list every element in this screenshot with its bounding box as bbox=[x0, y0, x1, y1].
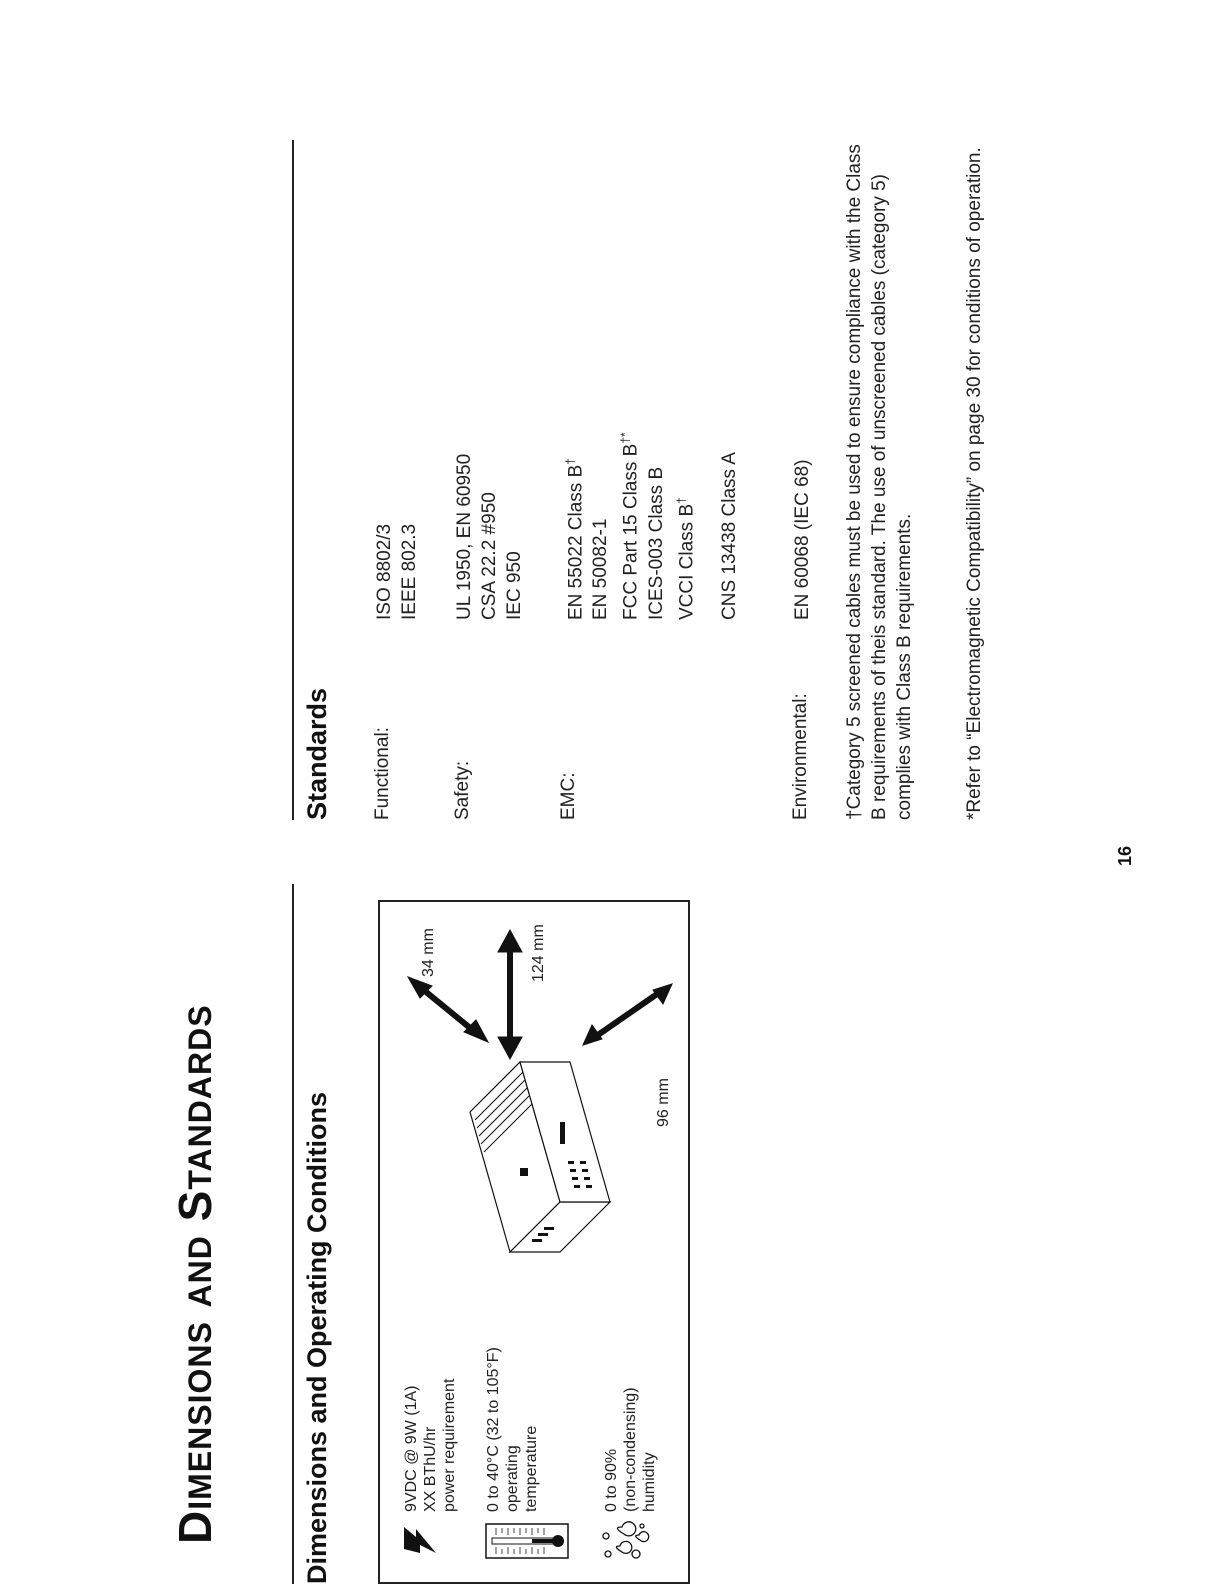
temperature-spec: 0 to 40°C (32 to 105°F) operating temperature bbox=[485, 1347, 540, 1512]
height-label: 124 mm bbox=[530, 924, 547, 982]
dimensions-box bbox=[378, 900, 690, 1584]
thermometer-icon bbox=[482, 1520, 572, 1562]
functional-values: ISO 8802/3 IEEE 802.3 bbox=[374, 523, 420, 620]
page-number: 16 bbox=[1115, 845, 1135, 866]
humidity-spec: 0 to 90% (non-condensing) humidity bbox=[603, 1387, 658, 1512]
environmental-values: EN 60068 (IEC 68) bbox=[792, 459, 813, 620]
functional-label: Functional: bbox=[372, 727, 393, 820]
width-label: 96 mm bbox=[655, 1078, 672, 1127]
lightning-bolt-icon bbox=[402, 1523, 438, 1557]
emc-values: EN 55022 Class B† EN 50082-1 FCC Part 15 Class B†* ICES-003 Class B VCCI Class B† CNS 13438 Class A bbox=[563, 432, 740, 620]
emc-label: EMC: bbox=[558, 772, 579, 820]
depth-label: 34 mm bbox=[420, 928, 437, 977]
dimensions-heading: Dimensions and Operating Conditions bbox=[302, 1091, 332, 1584]
safety-values: UL 1950, EN 60950 CSA 22.2 #950 IEC 950 bbox=[454, 453, 525, 620]
section-rule-dimensions bbox=[292, 884, 294, 1584]
dagger-footnote: †Category 5 screened cables must be used to ensure compliance with the Class B requirements of theis standard. The use of unscreened cables (category 5) complies with Class B requirements. bbox=[844, 144, 915, 820]
standards-heading: Standards bbox=[302, 687, 332, 820]
star-footnote: *Refer to “Electromagnetic Compatibility” on page 30 for conditions of operation. bbox=[964, 147, 985, 820]
power-spec: 9VDC @ 9W (1A) XX BThU/hr power requirement bbox=[403, 1378, 458, 1512]
environmental-label: Environmental: bbox=[790, 693, 811, 820]
section-rule-standards bbox=[292, 140, 294, 820]
water-drops-icon bbox=[600, 1518, 650, 1564]
page-title: Dimensions and Standards bbox=[169, 1004, 221, 1544]
safety-label: Safety: bbox=[452, 760, 473, 820]
